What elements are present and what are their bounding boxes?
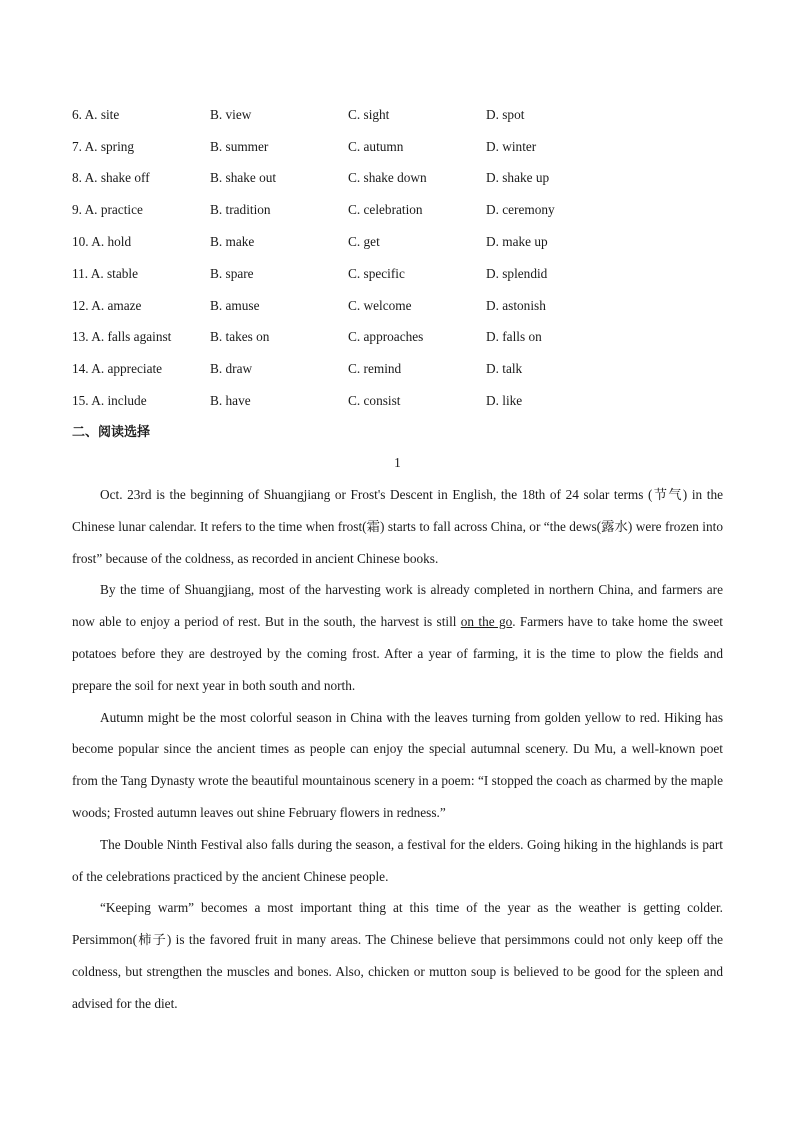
question-9-options <box>72 194 723 226</box>
option-b: B. have <box>210 393 251 409</box>
option-a: 12. A. amaze <box>72 297 142 313</box>
option-a: 8. A. shake off <box>72 170 150 186</box>
paragraph-2-text-end: . Farmers have to take home the sweet potatoes before they are destroyed by the coming frost. After a year of farming, it is the time to plow the fields and prepare the soil for next year in both south and north. <box>72 614 723 693</box>
option-b: B. tradition <box>210 202 271 218</box>
option-a: 7. A. spring <box>72 138 135 154</box>
option-c: C. shake down <box>348 170 427 186</box>
question-12-options <box>72 290 723 322</box>
question-14-options <box>72 353 723 385</box>
paragraph-4: The Double Ninth Festival also falls during the season, a festival for the elders. Going hiking in the highlands is part of the celebrations practiced by the ancient Chinese people. <box>72 836 723 884</box>
option-a: 9. A. practice <box>72 202 143 218</box>
option-b: B. make <box>210 234 255 250</box>
option-c: C. consist <box>348 393 401 409</box>
option-c: C. approaches <box>348 329 424 345</box>
option-c: C. welcome <box>348 297 412 313</box>
option-b: B. takes on <box>210 329 270 345</box>
option-a: 15. A. include <box>72 393 147 409</box>
question-7-options <box>72 131 723 163</box>
answer-options <box>72 99 723 417</box>
paragraph-2 <box>72 574 723 701</box>
option-b: B. draw <box>210 361 253 377</box>
option-b: B. spare <box>210 265 254 281</box>
paragraph-5: “Keeping warm” becomes a most important thing at this time of the year as the weather is getting colder. Persimmon(柿子) is the favored fruit in many areas. The Chinese believe that persimmons could not only keep off the coldness, but strengthen the muscles and bones. Also, chicken or mutton soup is believed to be good for the spleen and advised for the diet. <box>72 900 723 1011</box>
question-8-options <box>72 163 723 195</box>
option-d: D. falls on <box>486 329 542 345</box>
option-d: D. winter <box>486 138 537 154</box>
option-b: B. summer <box>210 138 269 154</box>
option-a: 6. A. site <box>72 106 120 122</box>
paragraph-1: Oct. 23rd is the beginning of Shuangjiang or Frost's Descent in English, the 18th of 24 solar terms (节气) in the Chinese lunar calendar. It refers to the time when frost(霜) starts to fall across China, or “the dews(露水) were frozen into frost” because of the coldness, as recorded in ancient Chinese books. <box>72 486 723 566</box>
paragraph-2-text-start: By the time of Shuangjiang, most of the harvesting work is already completed in northern China, and farmers are now able to enjoy a period of rest. But in the south, the harvest is still <box>72 582 723 630</box>
option-a: 10. A. hold <box>72 234 132 250</box>
option-c: C. sight <box>348 106 390 122</box>
passage-number: 1 <box>394 454 401 470</box>
question-15-options <box>72 385 723 417</box>
option-c: C. specific <box>348 265 405 281</box>
option-b: B. amuse <box>210 297 260 313</box>
option-b: B. view <box>210 106 252 122</box>
question-11-options <box>72 258 723 290</box>
option-d: D. shake up <box>486 170 550 186</box>
section-title: 二、阅读选择 <box>72 424 151 440</box>
option-a: 13. A. falls against <box>72 329 172 345</box>
question-13-options <box>72 322 723 354</box>
option-b: B. shake out <box>210 170 277 186</box>
underlined-phrase: on the go <box>460 614 513 630</box>
option-d: D. ceremony <box>486 202 555 218</box>
option-d: D. talk <box>486 361 523 377</box>
option-a: 14. A. appreciate <box>72 361 163 377</box>
option-d: D. make up <box>486 234 548 250</box>
option-d: D. splendid <box>486 265 548 281</box>
option-a: 11. A. stable <box>72 265 138 281</box>
option-d: D. like <box>486 393 523 409</box>
option-c: C. celebration <box>348 202 423 218</box>
question-6-options <box>72 99 723 131</box>
option-d: D. astonish <box>486 297 546 313</box>
option-c: C. remind <box>348 361 402 377</box>
reading-passage <box>72 479 723 1020</box>
option-c: C. autumn <box>348 138 404 154</box>
paragraph-3: Autumn might be the most colorful season in China with the leaves turning from golden yellow to red. Hiking has become popular since the ancient times as people can enjoy the special autumnal scenery. Du Mu, a well-known poet from the Tang Dynasty wrote the beautiful mountainous scenery in a poem: “I stopped the coach as charmed by the maple woods; Frosted autumn leaves out shine February flowers in redness.” <box>72 709 723 820</box>
option-c: C. get <box>348 234 380 250</box>
question-10-options <box>72 226 723 258</box>
option-d: D. spot <box>486 106 525 122</box>
